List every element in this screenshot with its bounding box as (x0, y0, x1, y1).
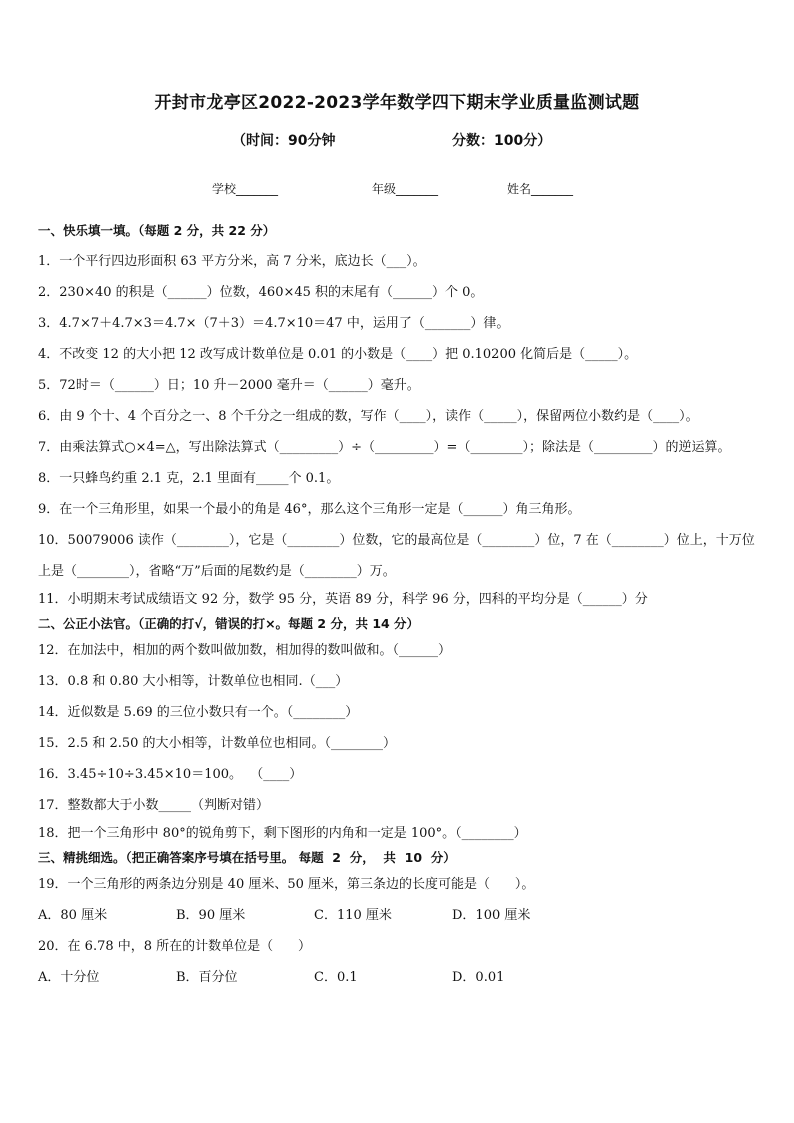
time-label: （时间：90分钟 (232, 133, 336, 149)
question-15: 15．2.5 和 2.50 的大小相等，计数单位也相同。（________） (38, 736, 397, 751)
question-10: 10．50079006 读作（________），它是（________）位数，它的最高位是（________）位，7 在（________）位上，十万位上是（________），省略“万”后面的尾数约是（________）万。 (38, 533, 755, 579)
school-field: 学校_______ (212, 182, 279, 196)
question-6: 6．由 9 个十、4 个百分之一、8 个千分之一组成的数，写作（____），读作（_____），保留两位小数约是（____）。 (38, 409, 699, 424)
option-d: D．100 厘米 (452, 908, 531, 923)
question-13: 13．0.8 和 0.80 大小相等，计数单位也相同.（___） (38, 674, 349, 689)
question-5: 5．72时＝（______）日；10 升－2000 毫升＝（______）毫升。 (38, 378, 420, 393)
question-7: 7．由乘法算式○×4=△，写出除法算式（_________）÷（_________）=（________）；除法是（_________）的逆运算。 (38, 440, 731, 455)
section-heading-2: 二、公正小法官。（正确的打√，错误的打×。每题 2 分，共 14 分） (38, 616, 420, 631)
question-16: 16．3.45÷10÷3.45×10＝100。 （____） (38, 767, 303, 782)
question-20: 20．在 6.78 中，8 所在的计数单位是（ ） (38, 939, 311, 954)
question-18: 18．把一个三角形中 80°的锐角剪下，剩下图形的内角和一定是 100°。（________） (38, 826, 527, 841)
question-14: 14．近似数是 5.69 的三位小数只有一个。（________） (38, 705, 359, 720)
option-a: A．十分位 (38, 970, 100, 985)
question-19: 19．一个三角形的两条边分别是 40 厘米、50 厘米，第三条边的长度可能是（ ）。 (38, 877, 535, 892)
question-17: 17．整数都大于小数_____（判断对错） (38, 798, 270, 813)
section-heading-1: 一、快乐填一填。（每题 2 分，共 22 分） (38, 223, 276, 238)
grade-field: 年级_______ (372, 182, 439, 196)
question-8: 8．一只蜂鸟约重 2.1 克，2.1 里面有_____个 0.1。 (38, 471, 340, 486)
option-c: C．110 厘米 (314, 908, 392, 923)
question-1: 1．一个平行四边形面积 63 平方分米，高 7 分米，底边长（___）。 (38, 254, 426, 269)
question-20-options (38, 962, 762, 993)
score-label: 分数：100分） (452, 133, 552, 149)
question-3: 3．4.7×7＋4.7×3＝4.7×（7＋3）＝4.7×10＝47 中，运用了（_______）律。 (38, 316, 510, 331)
option-b: B．百分位 (176, 970, 238, 985)
name-field: 姓名_______ (507, 182, 574, 196)
option-b: B．90 厘米 (176, 908, 246, 923)
question-12: 12．在加法中，相加的两个数叫做加数，相加得的数叫做和。（______） (38, 643, 452, 658)
question-11: 11．小明期末考试成绩语文 92 分，数学 95 分，英语 89 分，科学 96 分，四科的平均分是（______）分 (38, 592, 648, 607)
exam-content (38, 222, 762, 993)
question-4: 4．不改变 12 的大小把 12 改写成计数单位是 0.01 的小数是（____）把 0.10200 化简后是（_____）。 (38, 347, 638, 362)
question-9: 9．在一个三角形里，如果一个最小的角是 46°，那么这个三角形一定是（______）角三角形。 (38, 502, 581, 517)
question-19-options (38, 900, 762, 931)
option-a: A．80 厘米 (38, 908, 108, 923)
question-2: 2．230×40 的积是（______）位数，460×45 积的末尾有（______）个 0。 (38, 285, 484, 300)
option-d: D．0.01 (452, 970, 505, 985)
exam-title: 开封市龙亭区2022-2023学年数学四下期末学业质量监测试题 (154, 93, 640, 113)
option-c: C．0.1 (314, 970, 358, 985)
section-heading-3: 三、精挑细选。（把正确答案序号填在括号里。 每题 2 分， 共 10 分） (38, 850, 456, 865)
